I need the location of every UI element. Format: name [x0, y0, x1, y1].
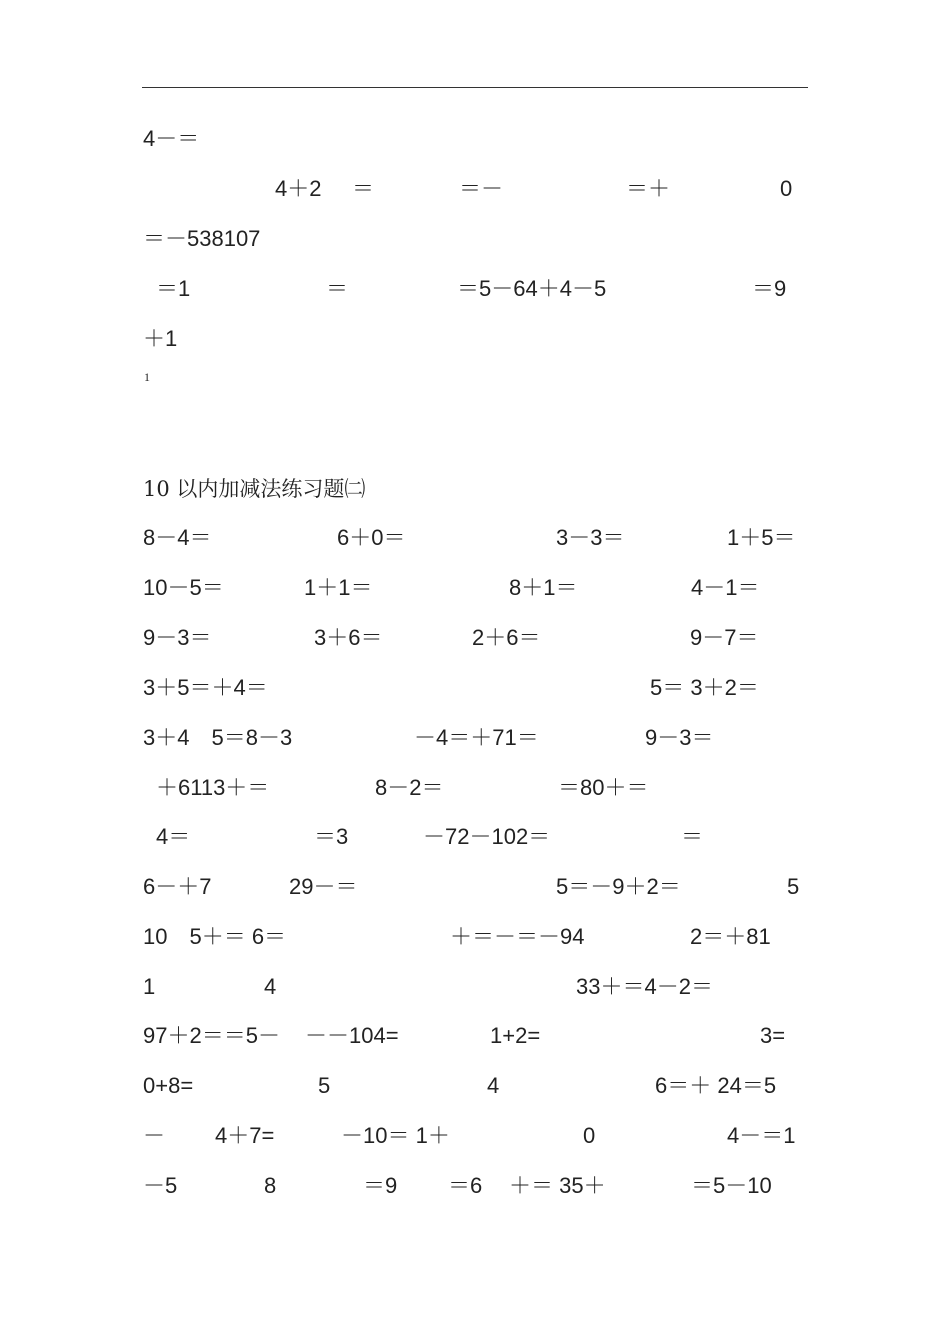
p2-r11-c4: 3=: [760, 1023, 786, 1048]
p2-r14-c5: ＋＝ 35＋: [509, 1173, 606, 1198]
page-number: 1: [144, 370, 150, 384]
p1-line4-item2: ＝: [326, 276, 349, 301]
p2-r8-c3: 5＝－9＋2＝: [556, 874, 681, 899]
p2-r13-c3: －10＝ 1＋: [341, 1123, 450, 1148]
p2-r7-c2: ＝3: [314, 824, 349, 849]
p2-r5-c1: 3＋4 5＝8－3: [143, 725, 293, 750]
p2-r14-c1: －5: [143, 1173, 178, 1198]
p1-line4-item1: ＝1: [156, 276, 191, 301]
p1-line2-item1: 4＋2: [275, 176, 322, 201]
p2-r14-c6: ＝5－10: [691, 1173, 772, 1198]
p2-r9-c1: 10 5＋＝ 6＝: [143, 924, 287, 949]
header-rule: [142, 87, 808, 88]
p2-r2-c1: 10－5＝: [143, 575, 224, 600]
p2-r1-c1: 8－4＝: [143, 525, 212, 550]
p1-line2-item4: ＝＋: [626, 176, 671, 201]
p2-r8-c1: 6－＋7: [143, 874, 212, 899]
p2-r1-c3: 3－3＝: [556, 525, 625, 550]
p1-line2-item5: 0: [780, 176, 793, 201]
p2-r12-c2: 5: [318, 1073, 331, 1098]
p2-r12-c3: 4: [487, 1073, 500, 1098]
p2-r7-c4: ＝: [681, 824, 704, 849]
p2-r3-c2: 3＋6＝: [314, 625, 383, 650]
p2-r13-c4: 0: [583, 1123, 596, 1148]
p2-r7-c1: 4＝: [156, 824, 191, 849]
p2-r14-c4: ＝6: [448, 1173, 483, 1198]
p2-r3-c1: 9－3＝: [143, 625, 212, 650]
p2-r9-c3: 2＝＋81: [690, 924, 771, 949]
p1-line4-item4: ＝9: [752, 276, 787, 301]
p2-r13-c5: 4－＝1: [727, 1123, 796, 1148]
p2-r13-c2: 4＋7=: [215, 1123, 275, 1148]
p2-r2-c2: 1＋1＝: [304, 575, 373, 600]
p1-line4-item3: ＝5－64＋4－5: [457, 276, 607, 301]
p2-r13-c1: －: [143, 1123, 166, 1148]
p2-r4-c1: 3＋5＝＋4＝: [143, 675, 268, 700]
p2-r3-c3: 2＋6＝: [472, 625, 541, 650]
p2-r5-c3: 9－3＝: [645, 725, 714, 750]
p2-r14-c2: 8: [264, 1173, 277, 1198]
p2-r1-c2: 6＋0＝: [337, 525, 406, 550]
p2-r7-c3: －72－102＝: [423, 824, 551, 849]
worksheet-title: 10 以内加减法练习题㈡: [143, 477, 366, 501]
p2-r5-c2: －4＝＋71＝: [414, 725, 539, 750]
p2-r12-c4: 6＝＋ 24＝5: [655, 1073, 777, 1098]
p2-r6-c2: 8－2＝: [375, 775, 444, 800]
p2-r1-c4: 1＋5＝: [727, 525, 796, 550]
p2-r9-c2: ＋＝－＝－94: [450, 924, 585, 949]
p2-r11-c3: 1+2=: [490, 1023, 541, 1048]
p2-r10-c1: 1: [143, 974, 156, 999]
p2-r10-c2: 4: [264, 974, 277, 999]
p1-line3-item1: ＝－538107: [143, 226, 261, 251]
p2-r4-c2: 5＝ 3＋2＝: [650, 675, 759, 700]
p2-r14-c3: ＝9: [363, 1173, 398, 1198]
p2-r11-c1: 97＋2＝＝5－: [143, 1023, 280, 1048]
p1-line1-item1: 4－＝: [143, 126, 200, 151]
p2-r6-c3: ＝80＋＝: [558, 775, 649, 800]
p2-r2-c4: 4－1＝: [691, 575, 760, 600]
p2-r8-c4: 5: [787, 874, 800, 899]
p1-line2-item2: ＝: [352, 176, 375, 201]
p2-r12-c1: 0+8=: [143, 1073, 194, 1098]
p2-r11-c2: －－104=: [305, 1023, 399, 1048]
p2-r10-c3: 33＋＝4－2＝: [576, 974, 713, 999]
p2-r8-c2: 29－＝: [289, 874, 358, 899]
p1-line5-item1: ＋1: [143, 326, 178, 351]
p1-line2-item3: ＝－: [459, 176, 504, 201]
p2-r6-c1: ＋6113＋＝: [156, 775, 270, 800]
p2-r3-c4: 9－7＝: [690, 625, 759, 650]
p2-r2-c3: 8＋1＝: [509, 575, 578, 600]
